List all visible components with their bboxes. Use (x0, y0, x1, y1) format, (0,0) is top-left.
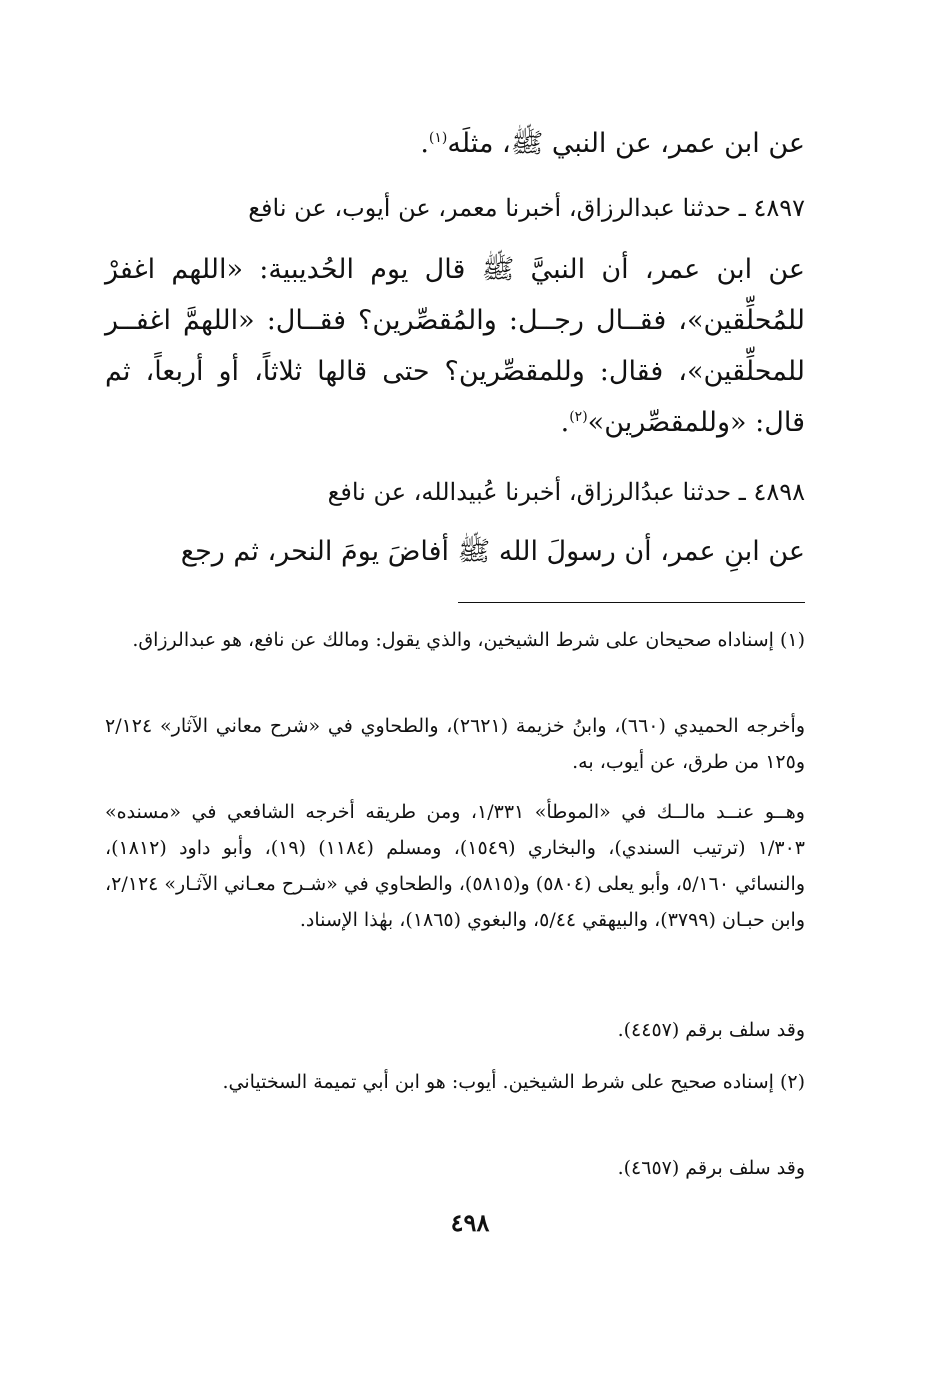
footnote-2-intro: (٢) إسناده صحيح على شرط الشيخين. أيوب: هو ابن أبي تميمة السختياني. (222, 1071, 805, 1093)
footnote-ref-2: (٢) (569, 409, 588, 425)
footnote-1-malik: وهــو عنــد مالــك في «الموطأ» ١/٣٣١، ومن طريقه أخرجه الشافعي في «مسنده» ١/٣٠٣ (ترتيب السندي)، والبخاري (١٥٤٩)، ومسلم (١١٨٤) (١٩)، وأبو داود (١٨١٢)، والنسائي ٥/١٦٠، وأبو يعلى (٥٨٠٤) و(٥٨١٥)، والطحاوي في «شـرح معـاني الآثـار» ٢/١٢٤، وابن حبـان (٣٧٩٩)، والبيهقي ٥/٤٤، والبغوي (١٨٦٥)، بهٰذا الإسناد. (105, 801, 806, 931)
hadith-4898-header: ٤٨٩٨ ـ حدثنا عبدُالرزاق، أخبرنا عُبيدالله، عن نافع (327, 478, 805, 506)
paragraph-2 (105, 244, 805, 448)
footnote-ref-1: (١) (428, 130, 448, 146)
footnote-1-intro: (١) إسناداه صحيحان على شرط الشيخين، والذي يقول: ومالك عن نافع، هو عبدالرزاق. (132, 629, 805, 651)
paragraph-2-tail: . (560, 407, 570, 438)
footnote-separator (458, 602, 805, 603)
footnote-1-sources: وأخرجه الحميدي (٦٦٠)، وابنُ خزيمة (٢٦٢١)، والطحاوي في «شرح معاني الآثار» ٢/١٢٤ و١٢٥ من طرق، عن أيوب، به. (105, 715, 805, 773)
paragraph-1 (105, 122, 805, 165)
hadith-4897-header: ٤٨٩٧ ـ حدثنا عبدالرزاق، أخبرنا معمر، عن أيوب، عن نافع (248, 194, 805, 222)
paragraph-2-text: عن ابن عمر، أن النبيَّ ﷺ قال يوم الحُديبية: «اللهم اغفرْ للمُحلِّقين»، فقــال رجــل: والمُقصِّرين؟ فقــال: «اللهمَّ اغفــر للمحلِّقين»، فقال: وللمقصِّرين؟ حتى قالها ثلاثاً، أو أربعاً، ثم قال: «وللمقصِّرين» (105, 254, 805, 438)
paragraph-1-text: عن ابن عمر، عن النبي ﷺ، مثلَه (447, 128, 805, 159)
footnote-1-crossref: وقد سلف برقم (٤٤٥٧). (617, 1019, 805, 1041)
footnote-2-crossref: وقد سلف برقم (٤٦٥٧). (617, 1157, 805, 1179)
paragraph-3: عن ابنِ عمر، أن رسولَ الله ﷺ أفاضَ يومَ النحر، ثم رجع (180, 536, 805, 567)
page-number: ٤٩٨ (450, 1208, 490, 1237)
paragraph-1-tail: . (420, 128, 429, 159)
